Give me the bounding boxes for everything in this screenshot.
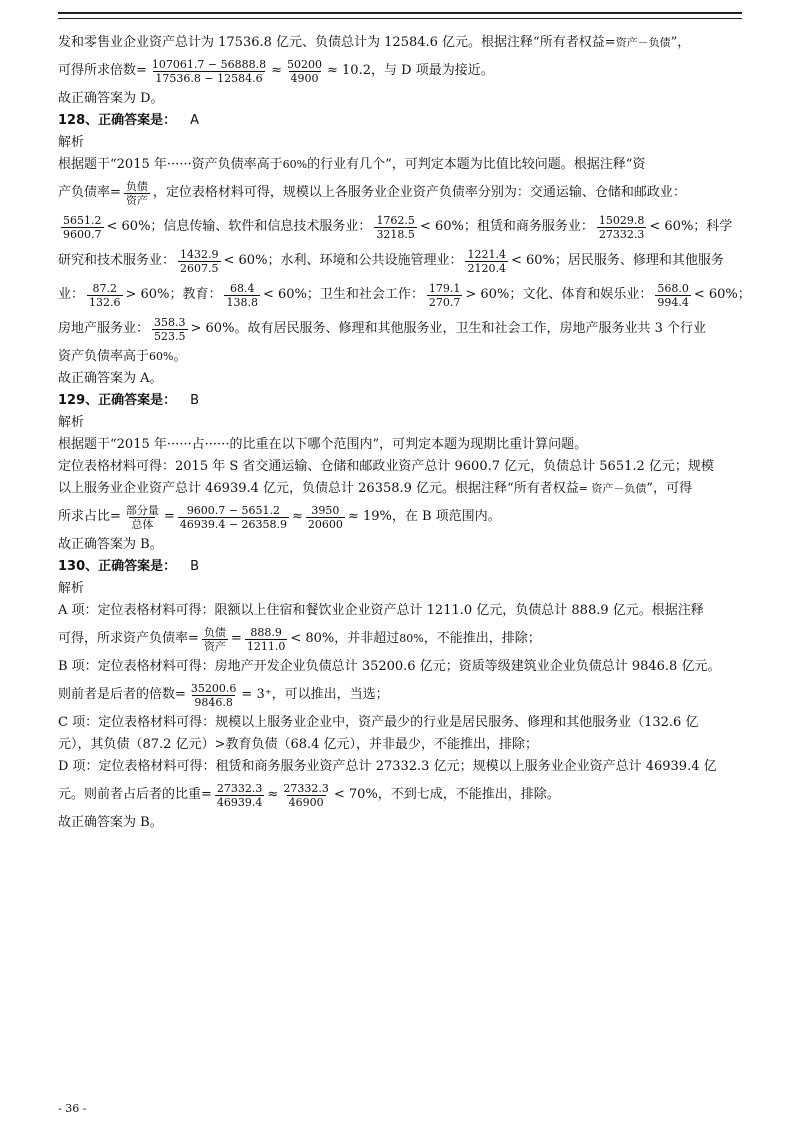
fraction: $\frac{568.0}{994.4}$ — [657, 281, 689, 309]
analysis-label: 解析 — [58, 135, 85, 150]
answer-letter: B — [190, 393, 200, 408]
text: 以上服务业企业资产总计 46939.4 亿元，负债总计 26358.9 亿元。根据注释“所有者权益 — [58, 481, 579, 496]
text: 房地产服务业： — [58, 321, 150, 336]
question-number: 130、正确答案是： — [58, 559, 177, 574]
text: 可得所求倍数 — [58, 63, 137, 78]
fraction: $\frac{5651.2}{9600.7}$ — [63, 213, 102, 241]
text-line: A 项：定位表格材料可得：限额以上住宿和餐饮业企业资产总计 1211.0 亿元，负债总计 888.9 亿元。根据注释 — [58, 603, 704, 618]
text: ，不到七成，不能推出，排除。 — [377, 787, 560, 802]
formula-line: 元。则前者占后者的比重 = $\frac{27332.3}{46939.4}$ ≈ $\frac{27332.3}{46900}$ < 70% ，不到七成，不能推出，排除。 — [58, 781, 560, 809]
fraction: $\frac{9600.7 - 5651.2}{46939.4 - 26358.9}$ — [179, 503, 288, 531]
approx: ≈ — [267, 787, 279, 802]
percent: 60% — [149, 350, 174, 363]
top-rule — [58, 12, 742, 19]
text: ；科学 — [693, 219, 733, 234]
formula-line: 产负债率 = $\frac{\text{负债}}{\text{资产}}$ ，定位表格材料可得，规模以上各服务业企业资产负债率分别为：交通运输、仓储和邮政业： — [58, 179, 686, 207]
formula-line — [58, 278, 751, 312]
formula-line: 可得所求倍数 = $\frac{107061.7 - 56888.8}{17536.8 - 12584.6}$ ≈ $\frac{50200}{4900}$ ≈ 10.2 ，与 D 项最为接近。 — [58, 57, 494, 85]
result: = 3⁺ — [241, 687, 272, 702]
percent: 60% — [282, 158, 308, 171]
comparison: > 60% — [190, 321, 235, 336]
analysis-label: 解析 — [58, 581, 85, 596]
question-heading — [58, 110, 742, 132]
text: ”，可得 — [646, 481, 693, 496]
question-number: 129、正确答案是： — [58, 393, 177, 408]
comparison: < 70% — [333, 787, 378, 802]
fraction: $\frac{\text{负债}}{\text{资产}}$ — [125, 179, 148, 207]
formula-line: 所求占比 = $\frac{\text{部分量}}{\text{总体}}$ = $\frac{9600.7 - 5651.2}{46939.4 - 26358.9}$ ≈ $\frac{3950}{20600}$ ≈ 19% ，在 B 项范围内。 — [58, 503, 501, 531]
text: 产负债率 — [58, 185, 111, 200]
comparison: > 60% — [465, 287, 510, 302]
comparison: < 60% — [510, 253, 555, 268]
fraction: $\frac{27332.3}{46900}$ — [283, 781, 329, 809]
answer-letter: A — [190, 113, 200, 128]
comparison: > 60% — [125, 287, 170, 302]
equals: = — [604, 35, 616, 50]
text-line — [58, 346, 742, 368]
fraction: $\frac{3950}{20600}$ — [307, 503, 343, 531]
comparison: < 60% — [262, 287, 307, 302]
text-line: 根据题干“2015 年······占······的比重在以下哪个范围内”，可判定本题为现期比重计算问题。 — [58, 437, 588, 452]
text: 元），其负债（87.2 亿元） — [58, 737, 215, 752]
text: ，定位表格材料可得，规模以上各服务业企业资产负债率分别为：交通运输、仓储和邮政业： — [152, 185, 686, 200]
text: ，与 D 项最为接近。 — [371, 63, 494, 78]
text: 。 — [173, 349, 187, 364]
fraction: $\frac{87.2}{132.6}$ — [89, 281, 121, 309]
text: ，并非超过 — [334, 631, 400, 646]
fraction: $\frac{68.4}{138.8}$ — [226, 281, 258, 309]
text: 资产负债率高于 — [58, 349, 150, 364]
text-line — [58, 478, 742, 500]
fraction: $\frac{15029.8}{27332.3}$ — [598, 213, 645, 241]
percent: 80% — [399, 632, 424, 645]
text-line — [58, 32, 742, 54]
text: ；居民服务、修理和其他服务 — [554, 253, 724, 268]
question-heading — [58, 390, 742, 412]
text: ，不能推出，排除； — [423, 631, 541, 646]
fraction: $\frac{107061.7 - 56888.8}{17536.8 - 12584.6}$ — [151, 57, 267, 85]
text: ；租赁和商务服务业： — [463, 219, 594, 234]
text: 资产－负债 — [615, 36, 671, 49]
comparison: < 60% — [649, 219, 694, 234]
text: 。故有居民服务、修理和其他服务业，卫生和社会工作，房地产服务业共 3 个行业 — [234, 321, 706, 336]
text-line: B 项：定位表格材料可得：房地产开发企业负债总计 35200.6 亿元；资质等级建筑业企业负债总计 9846.8 亿元。 — [58, 659, 721, 674]
text: ；水利、环境和公共设施管理业： — [267, 253, 463, 268]
fraction: $\frac{179.1}{270.7}$ — [428, 281, 461, 309]
comparison: < 60% — [419, 219, 464, 234]
formula-line — [58, 210, 742, 244]
question-heading — [58, 556, 742, 578]
result: ≈ 19% — [347, 509, 392, 524]
fraction: $\frac{50200}{4900}$ — [287, 57, 323, 85]
conclusion: 故正确答案为 D。 — [58, 91, 164, 106]
text: = 资产－负债 — [578, 482, 647, 495]
text: 所求占比 — [58, 509, 111, 524]
text: ；卫生和社会工作： — [306, 287, 424, 302]
fraction: $\frac{1221.4}{2120.4}$ — [467, 247, 506, 275]
fraction: $\frac{27332.3}{46939.4}$ — [216, 781, 263, 809]
text: ；信息传输、软件和信息技术服务业： — [150, 219, 372, 234]
text-line — [58, 734, 742, 756]
text: ；教育： — [169, 287, 222, 302]
text: ”， — [670, 35, 691, 50]
text: 业： — [58, 287, 85, 302]
fraction: $\frac{\text{负债}}{\text{资产}}$ — [203, 625, 226, 653]
formula-line — [58, 244, 742, 278]
comparison: < 60% — [106, 219, 151, 234]
formula-line — [58, 312, 742, 346]
conclusion: 故正确答案为 B。 — [58, 815, 163, 830]
result: ≈ 10.2 — [327, 63, 371, 78]
text: ，在 B 项范围内。 — [391, 509, 501, 524]
approx: ≈ — [271, 63, 283, 78]
text-line: C 项：定位表格材料可得：规模以上服务业企业中，资产最少的行业是居民服务、修理和其他服务业（132.6 亿 — [58, 715, 699, 730]
page-content — [58, 32, 751, 834]
fraction: $\frac{358.3}{523.5}$ — [154, 315, 186, 343]
comparison: < 80% — [290, 631, 335, 646]
text: 可得，所求资产负债率 — [58, 631, 189, 646]
text: 教育负债（68.4 亿元），并非最少，不能推出，排除； — [225, 737, 539, 752]
comparison: < 60% — [693, 287, 738, 302]
text-line: D 项：定位表格材料可得：租赁和商务服务业资产总计 27332.3 亿元；规模以上服务业企业资产总计 46939.4 亿 — [58, 759, 717, 774]
fraction: $\frac{1432.9}{2607.5}$ — [180, 247, 219, 275]
text: 的行业有几个”，可判定本题为比值比较问题。根据注释“资 — [307, 157, 646, 172]
text: 根据题干“2015 年······资产负债率高于 — [58, 157, 283, 172]
fraction: $\frac{1762.5}{3218.5}$ — [376, 213, 415, 241]
fraction: $\frac{888.9}{1211.0}$ — [246, 625, 286, 653]
fraction: $\frac{\text{部分量}}{\text{总体}}$ — [125, 503, 159, 531]
text-line — [58, 154, 742, 176]
conclusion: 故正确答案为 B。 — [58, 537, 163, 552]
approx: ≈ — [292, 509, 303, 524]
fraction: $\frac{35200.6}{9846.8}$ — [190, 681, 237, 709]
analysis-label: 解析 — [58, 415, 85, 430]
conclusion: 故正确答案为 A。 — [58, 371, 163, 386]
text: ； — [737, 287, 751, 302]
question-number: 128、正确答案是： — [58, 113, 177, 128]
text: ；文化、体育和娱乐业： — [509, 287, 653, 302]
formula-line: 则前者是后者的倍数 = $\frac{35200.6}{9846.8}$ = 3⁺ ，可以推出，当选； — [58, 681, 389, 709]
text: 元。则前者占后者的比重 — [58, 787, 202, 802]
text: 发和零售业企业资产总计为 17536.8 亿元、负债总计为 12584.6 亿元。根据注释“所有者权益 — [58, 35, 605, 50]
text-line: 定位表格材料可得：2015 年 S 省交通运输、仓储和邮政业资产总计 9600.7 亿元，负债总计 5651.2 亿元；规模 — [58, 459, 714, 474]
answer-letter: B — [190, 559, 200, 574]
page-number: - 36 - — [58, 1102, 87, 1115]
formula-line: 可得，所求资产负债率 = $\frac{\text{负债}}{\text{资产}}$ = $\frac{888.9}{1211.0}$ < 80% ，并非超过 80% ，不能推出，排除； — [58, 625, 541, 653]
text: 研究和技术服务业： — [58, 253, 176, 268]
text: ，可以推出，当选； — [271, 687, 389, 702]
text: 则前者是后者的倍数 — [58, 687, 176, 702]
comparison: < 60% — [223, 253, 268, 268]
greater-than: > — [214, 737, 226, 752]
